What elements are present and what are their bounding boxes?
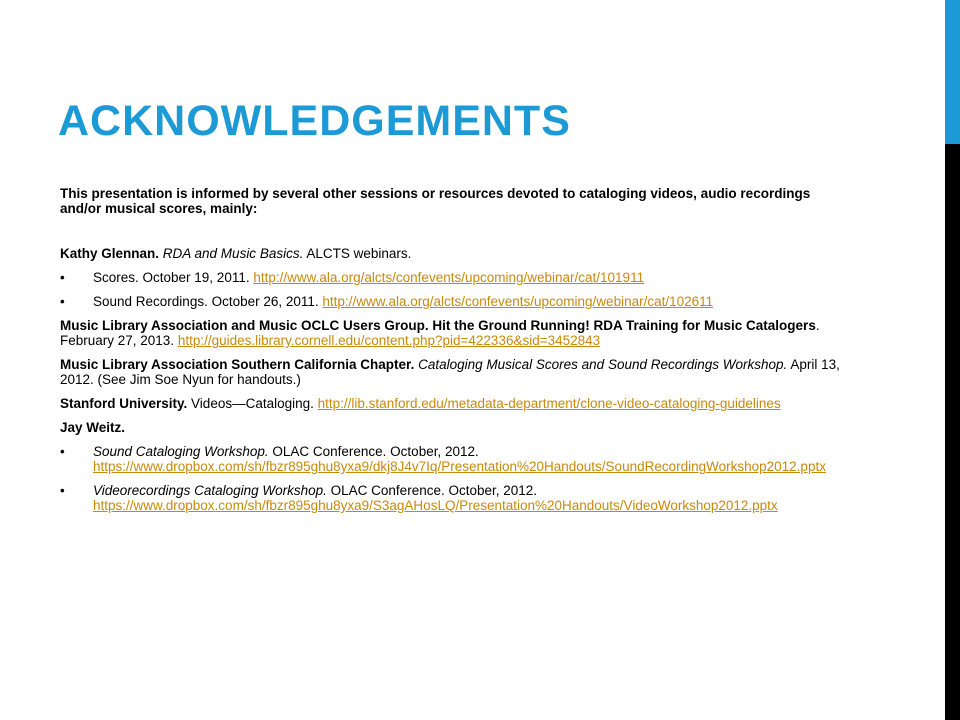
stanford-link[interactable]: http://lib.stanford.edu/metadata-department/clone-video-cataloging-guidelines — [317, 396, 781, 411]
stanford-rest: Videos—Cataloging. — [191, 396, 314, 411]
weitz-item-rest: OLAC Conference. October, 2012. — [272, 444, 479, 459]
mla-entry — [60, 318, 840, 348]
weitz-item-work: Sound Cataloging Workshop. — [93, 444, 269, 459]
glennan-work: RDA and Music Basics. — [162, 246, 304, 261]
mlasc-work: Cataloging Musical Scores and Sound Recordings Workshop. — [418, 357, 788, 372]
bullet-marker: • — [60, 294, 65, 309]
mla-rest: . February 27, 2013. — [60, 318, 820, 348]
weitz-item-rest: OLAC Conference. October, 2012. — [330, 483, 538, 498]
mla-org: Music Library Association and Music OCLC Users Group. Hit the Ground Running! RDA Training for Music Catalogers — [60, 318, 816, 333]
glennan-entry — [60, 246, 840, 261]
weitz-item-work: Videorecordings Cataloging Workshop. — [93, 483, 327, 498]
weitz-item-link[interactable]: https://www.dropbox.com/sh/fbzr895ghu8yxa9/dkj8J4v7Iq/Presentation%20Handouts/SoundRecordingWorkshop2012.pptx — [93, 459, 826, 474]
sidebar-accent-bar — [945, 0, 960, 144]
bullet-marker: • — [60, 483, 65, 498]
glennan-item-text: Sound Recordings. October 26, 2011. — [93, 294, 319, 309]
slide-title: ACKNOWLEDGEMENTS — [58, 97, 571, 145]
weitz-entry — [60, 420, 840, 435]
bullet-marker: • — [60, 444, 65, 459]
mlasc-rest: April 13, 2012. (See Jim Soe Nyun for handouts.) — [60, 357, 840, 387]
stanford-entry — [60, 396, 840, 411]
glennan-rest: ALCTS webinars. — [306, 246, 412, 261]
glennan-name: Kathy Glennan. — [60, 246, 160, 261]
mlasc-org: Music Library Association Southern California Chapter. — [60, 357, 415, 372]
glennan-item-sound — [60, 294, 840, 309]
weitz-item-link[interactable]: https://www.dropbox.com/sh/fbzr895ghu8yxa9/S3agAHosLQ/Presentation%20Handouts/VideoWorkshop2012.pptx — [93, 498, 778, 513]
glennan-item-scores — [60, 270, 840, 285]
weitz-name: Jay Weitz. — [60, 420, 126, 435]
mla-link[interactable]: http://guides.library.cornell.edu/content.php?pid=422336&sid=3452843 — [177, 333, 601, 348]
weitz-item-sound — [60, 444, 840, 474]
mlasc-entry — [60, 357, 840, 387]
slide-content — [60, 186, 840, 522]
glennan-item-link[interactable]: http://www.ala.org/alcts/confevents/upcoming/webinar/cat/102611 — [322, 294, 714, 309]
glennan-item-link[interactable]: http://www.ala.org/alcts/confevents/upcoming/webinar/cat/101911 — [253, 270, 645, 285]
sidebar-dark-bar — [945, 144, 960, 720]
glennan-item-text: Scores. October 19, 2011. — [93, 270, 250, 285]
weitz-item-video — [60, 483, 840, 513]
bullet-marker: • — [60, 270, 65, 285]
stanford-org: Stanford University. — [60, 396, 188, 411]
intro-text: This presentation is informed by several other sessions or resources devoted to cataloging videos, audio recordings and/or musical scores, mainly: — [60, 186, 811, 216]
